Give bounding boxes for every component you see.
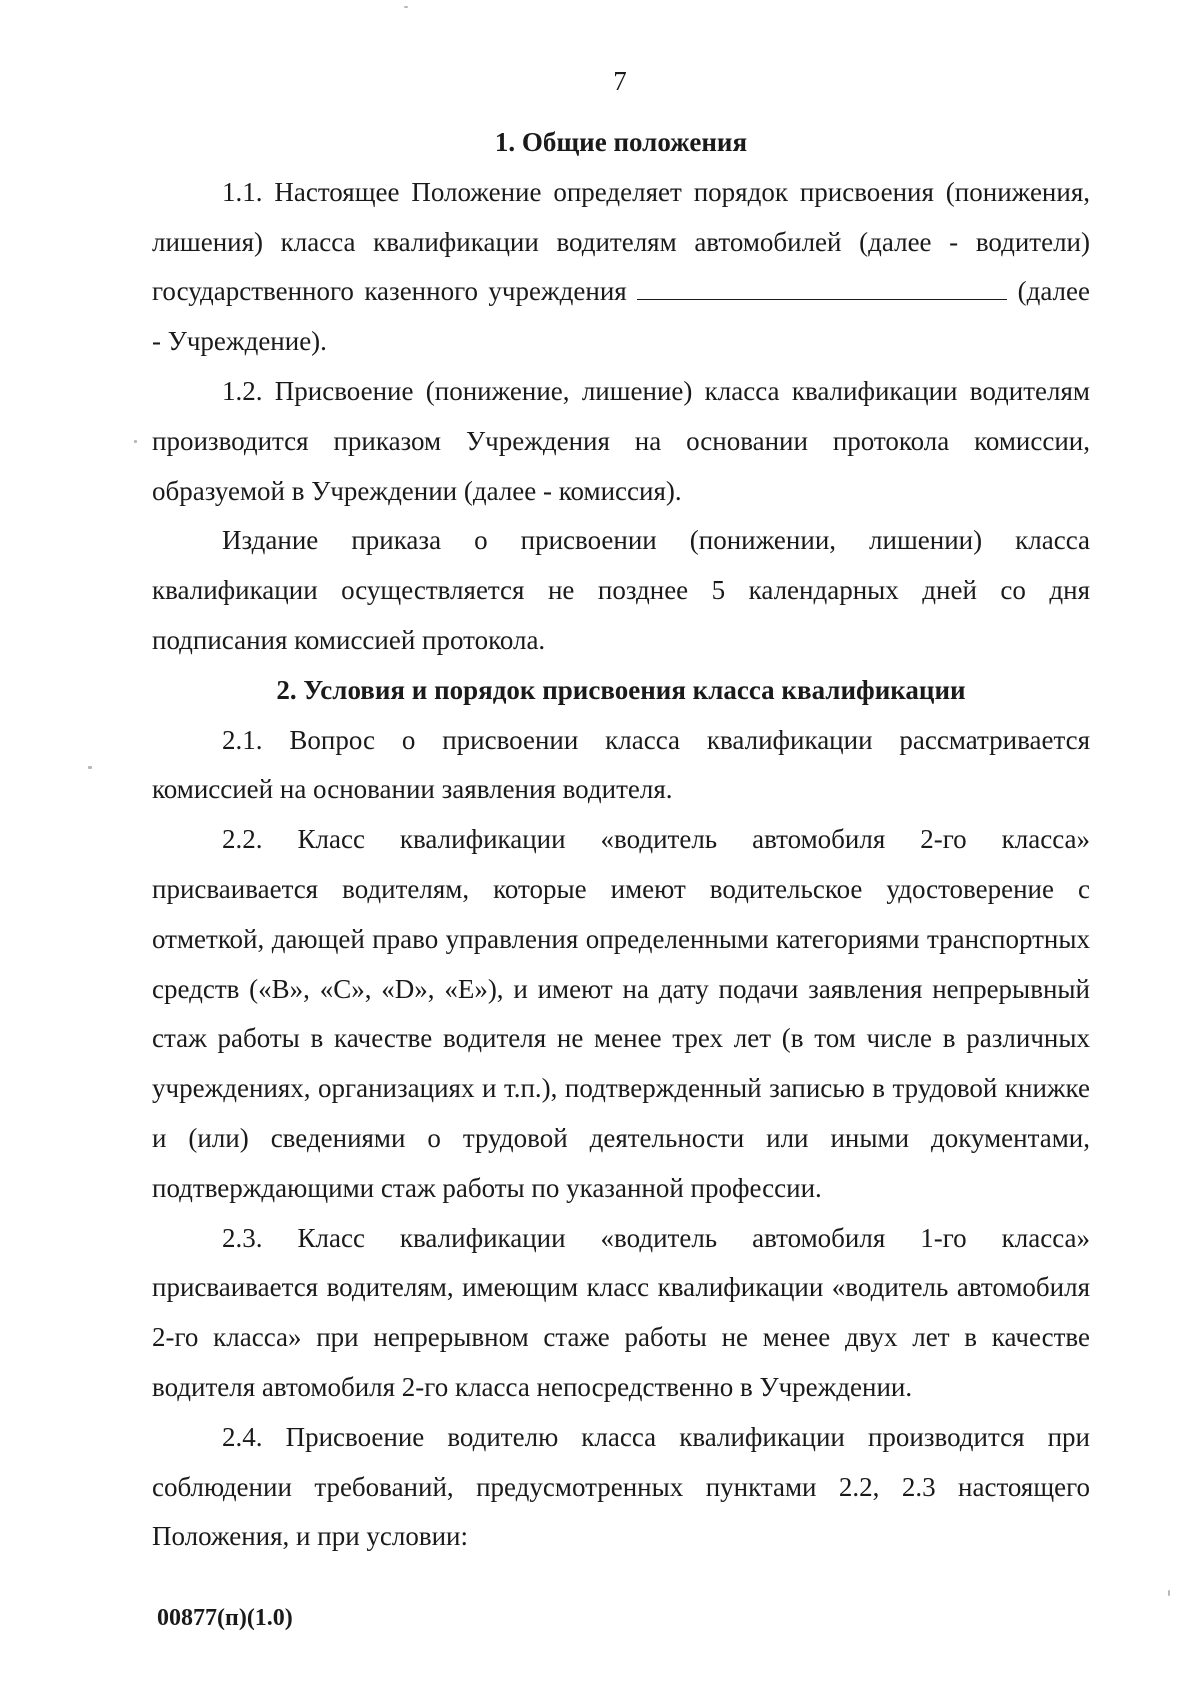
scan-speck: [88, 766, 92, 769]
scan-speck: [1168, 1590, 1170, 1596]
paragraph-2-2: 2.2. Класс квалификации «водитель автомобиля 2-го класса» присваивается водителям, которые имеют водительское удостоверение с отметкой, дающей право управления определенными категориями транспортных средств («В», «С», «D», «Е»), и имеют на дату подачи заявления непрерывный стаж работы в качестве водителя не менее трех лет (в том числе в различных учреждениях, организациях и т.п.), подтвержденный записью в трудовой книжке и (или) сведениями о трудовой деятельности или иными документами, подтверждающими стаж работы по указанной профессии.: [152, 824, 1090, 1203]
section-1-heading: 1. Общие положения: [494, 127, 748, 157]
scan-speck: [404, 6, 408, 8]
blank-field-line: [637, 277, 1007, 300]
paragraph-1-2: 1.2. Присвоение (понижение, лишение) класса квалификации водителям производится приказом Учреждения на основании протокола комиссии, образуемой в Учреждении (далее - комиссия).: [152, 375, 1090, 506]
paragraph-1-1: [152, 168, 1090, 367]
paragraph-1-3: Издание приказа о присвоении (понижении, лишении) класса квалификации осуществляется не позднее 5 календарных дней со дня подписания комиссией протокола.: [152, 525, 1090, 655]
section-2-heading: 2. Условия и порядок присвоения класса квалификации: [276, 674, 966, 705]
paragraph-1-1-text: 1.1. Настоящее Положение определяет порядок присвоения (понижения, лишения) класса квалификации водителям автомобилей (далее - водители) государственного казенного учреждения: [152, 176, 1090, 307]
paragraph-2-4: 2.4. Присвоение водителю класса квалификации производится при соблюдении требований, предусмотренных пунктами 2.2, 2.3 настоящего Положения, и при условии:: [152, 1421, 1090, 1552]
document-body: [152, 118, 1090, 1562]
paragraph-2-1: 2.1. Вопрос о присвоении класса квалификации рассматривается комиссией на основании заявления водителя.: [152, 724, 1090, 805]
scan-speck: [134, 440, 137, 443]
paragraph-1-1-tail: (далее - Учреждение).: [152, 276, 1090, 357]
paragraph-2-3: 2.3. Класс квалификации «водитель автомобиля 1-го класса» присваивается водителям, имеющим класс квалификации «водитель автомобиля 2-го класса» при непрерывном стаже работы не менее двух лет в качестве водителя автомобиля 2-го класса непосредственно в Учреждении.: [152, 1222, 1090, 1402]
page-number: 7: [613, 66, 627, 96]
document-code: 00877(п)(1.0): [157, 1605, 293, 1631]
